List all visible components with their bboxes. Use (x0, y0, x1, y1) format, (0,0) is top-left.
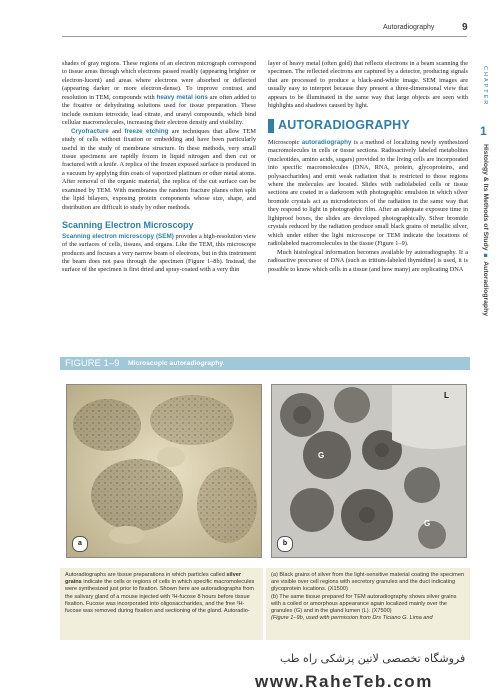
panel-label-b: b (277, 536, 293, 552)
legend-b: (b) The same tissue prepared for TEM autoradiography shows silver grains with a coiled or amorphous appearance again localized mainly over the granules (G) and in the gland lumen (L). (X7500) (271, 593, 457, 615)
granule-label-g-1: G (318, 451, 325, 460)
chapter-number: 1 (480, 124, 487, 138)
watermark-persian-text: فروشگاه تخصصی لاتین پزشکی راه طب (280, 652, 466, 665)
figure-label: FIGURE 1–9 (65, 358, 120, 369)
legend-a: (a) Black grains of silver from the light-sensitive material coating the specimen are visible over cell regions with secretory granules and the duct indicating glycoprotein locations. (X1500) (271, 572, 465, 593)
separator-square: ■ (482, 252, 489, 260)
watermark-url: www.RaheTeb.com (255, 672, 433, 691)
text-run: are often added to the fixative or dehydrating solutions used for tissue preparation. These include osmium tetroxide, lead citrate, and uranyl compounds, which bind cellular macromolecules, increasing their electron density and visibility. (62, 93, 256, 127)
text-run: is a method of localizing newly synthesized macromolecules in cells or tissue sections. Radioactively labeled metabolites (nucleotides, amino acids, sugars) provided to the living cells are incorporated into specific macromolecules (DNA, RNA, protein, glycoproteins, and polysaccharides) and emit weak radiation that is restricted to those regions where the molecules are located. Slides with radiolabeled cells or tissue sections are coated in a darkroom with photographic emulsion in which silver bromide crystals act as microdetectors of the radiation in the same way that they respond to light in photographic film. After an adequate exposure time in lightproof boxes, the slides are developed photographically. Silver bromide crystals reduced by the radiation produce small black grains of metallic silver, which under either the light microscope or TEM indicate the locations of radiolabeled macromolecules in the tissue (Figure 1–9). (268, 138, 468, 248)
text-run: indicate the cells or regions of cells in which specific macromolecules were synthesized just prior to fixation. Shown here are autoradiographs from the salivary gland of a mouse injected with ³H-fucose 8 hours before tissue fixation. Fucose was incorporated into oligosaccharides, and the free ³H-fucose was removed during fixation and sectioning of the gland. Autoradio- (65, 579, 255, 615)
paragraph (62, 60, 256, 128)
right-column (268, 60, 468, 274)
key-term: autoradiography (301, 138, 352, 146)
header-rule (62, 36, 467, 37)
figure-caption: Microscopic autoradiography. (128, 359, 225, 367)
heading-bar (268, 119, 274, 133)
paragraph (268, 139, 468, 249)
text-run: provides a high-resolution view of the surfaces of cells, tissues, and organs. Like the TEM, this microscope produces and focuses a very narrow beam of electrons, but in this instrument the beam does not pass through the specimen (Figure 1–8b). Instead, the surface of the specimen is first dried and spray-coated with a very thin (62, 232, 256, 274)
paragraph: Much histological information becomes available by autoradiography. If a radioactive precursor of DNA (such as tritium-labeled thymidine) is used, it is possible to know which cells in a tissue (and how many) are replicating DNA (268, 248, 468, 273)
page-number: 9 (462, 22, 468, 33)
key-term: Scanning electron microscopy (SEM) (62, 232, 174, 240)
running-title: Autoradiography (383, 24, 435, 31)
text-run: Autoradiographs are tissue preparations in which particles called (65, 572, 225, 578)
section-heading-sem: Scanning Electron Microscopy (62, 220, 194, 231)
micrograph-b-image (272, 385, 466, 557)
paragraph: layer of heavy metal (often gold) that reflects electrons in a beam scanning the specimen. The reflected electrons are captured by a detector, producing signals that are processed to produce a black-and-white image. SEM images are usually easy to interpret because they present a three-dimensional view that appears to be illuminated in the same way that large objects are seen with highlights and shadows caused by light. (268, 60, 468, 110)
key-term: Cryofracture (71, 127, 109, 135)
section-title: Autoradiography (482, 261, 489, 317)
figure-legend-right (266, 568, 470, 640)
legend-bold: silver grains (65, 572, 242, 586)
paragraph (62, 128, 256, 213)
watermark (0, 646, 500, 700)
chapter-title: Histology & Its Methods of Study (482, 144, 489, 251)
micrograph-a (66, 384, 262, 558)
figure-title-bar (60, 357, 470, 370)
section-heading-autoradiography (268, 119, 468, 133)
text-run: and (112, 127, 122, 135)
chapter-title-vertical (482, 144, 489, 316)
key-term: freeze etching (124, 127, 169, 135)
legend-paragraph (65, 572, 258, 615)
chapter-side-tab (474, 56, 500, 366)
key-term: heavy metal ions (156, 93, 208, 101)
text-run: are techniques that allow TEM study of cells without fixation or embedding and have been particularly useful in the study of membrane structure. In these methods, very small tissue specimens are rapidly frozen in liquid nitrogen and then cut or fractured with a knife. A replica of the frozen exposed surface is produced in a vacuum by applying thin coats of vaporized platinum or other metal atoms. After removal of the organic material, the replica of the cut surface can be examined by TEM. With membranes the random fracture planes often split the lipid bilayers, exposing protein components whose size, shape, and distribution are difficult to study by other methods. (62, 127, 256, 211)
lumen-label-l: L (444, 391, 449, 400)
page-header (0, 22, 500, 36)
chapter-word: CHAPTER (482, 66, 488, 107)
micrograph-a-image (67, 385, 261, 557)
paragraph (62, 233, 256, 275)
heading-text: AUTORADIOGRAPHY (278, 118, 410, 133)
granule-label-g-2: G (424, 519, 431, 528)
text-run: shades of gray regions. These regions of an electron micrograph correspond to tissue areas through which electrons passed readily (appearing brighter or electron-lucent) and areas where electrons were absorbed or deflected (appearing darker or more electron-dense). To improve contrast and resolution in TEM, compounds with (62, 60, 256, 101)
text-run: Microscopic (268, 138, 300, 146)
left-column (62, 60, 256, 275)
legend-credit: (Figure 1–9b, used with permission from Drs Ticiano G. Lima and (271, 615, 433, 622)
micrograph-b (271, 384, 467, 558)
figure-legend-left (60, 568, 263, 640)
panel-label-a: a (72, 536, 88, 552)
